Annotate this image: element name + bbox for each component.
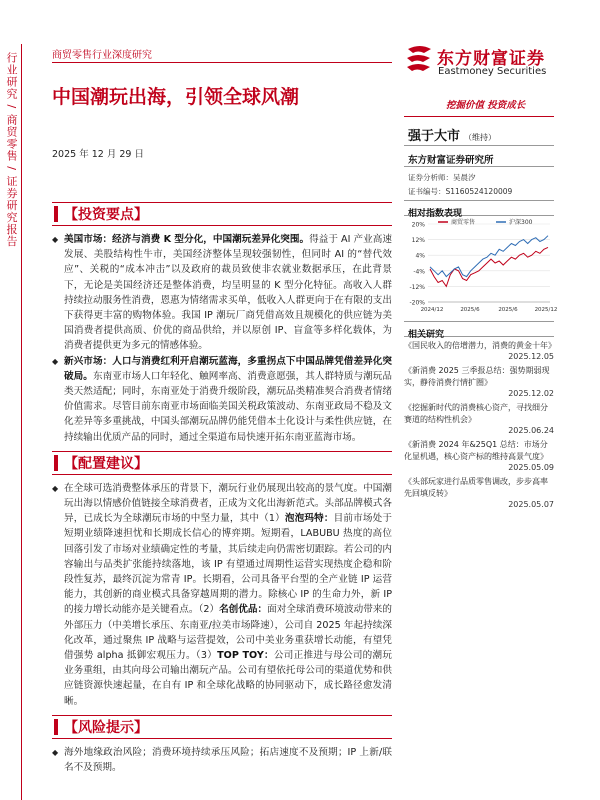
config-title: 【配置建议】 (64, 455, 148, 472)
related-report-date: 2025.12.05 (508, 352, 554, 361)
report-title: 中国潮玩出海，引领全球风潮 (52, 86, 300, 108)
related-report-title[interactable]: 《挖掘新时代的消费核心资产，寻找细分赛道的结构性机会》 (404, 403, 548, 424)
risk-section-header (52, 715, 392, 739)
config-text-3: 面对全球消费环境波动带来的外部压力（中美增长承压、东南亚/拉美市场降速），公司自 2025 年起持续深化改革，通过聚焦 IP 战略与运营提效，公司中美业务重获增长动能，有望凭借强势 alpha 抵御宏观压力。（3） (64, 604, 393, 662)
related-report-date: 2025.05.07 (508, 500, 554, 509)
related-report-date: 2025.12.02 (508, 389, 554, 398)
section-bar (54, 455, 58, 471)
risk-text: 海外地缘政治风险；消费环境持续承压风险；拓店速度不及预期；IP 上新/联名不及预期。 (64, 746, 392, 774)
config-text-4: 公司正推进与母公司的潮玩业务重组，由其向母公司输出潮玩产品。公司有望依托母公司的渠道优势和供应链资源快速起量，在自有 IP 和全球化战略的协同驱动下，成长路径愈发清晰。 (64, 650, 392, 707)
risk-item (52, 745, 392, 775)
y-tick-label: 20% (411, 221, 425, 229)
popmart-lead: 泡泡玛特： (284, 513, 334, 525)
index-chart-header (404, 200, 554, 219)
config-item (52, 481, 392, 709)
series-line-retail (430, 247, 548, 286)
sidebar-divider (21, 44, 22, 800)
sidebar-vertical-label: 行业研究 / 商贸零售 / 证券研究报告 (5, 52, 18, 248)
rating-rule (404, 145, 554, 146)
eastmoney-logo-icon (404, 43, 434, 77)
rating-sub: （维持） (464, 133, 497, 142)
y-tick-label: -20% (409, 299, 425, 307)
related-heading: 相关研究 (408, 330, 445, 340)
config-text-1: 在全球可选消费整体承压的背景下，潮玩行业仍展现出较高的景气度。中国潮玩出海以情感价值链接全球消费者，正成为文化出海新范式。头部品牌模式各异，已成长为全球潮玩市场的中坚力量，其中（1） (64, 482, 392, 525)
related-report-title[interactable]: 《国民收入的倍增潜力，消费的黄金十年》 (404, 341, 556, 350)
related-report-title[interactable]: 《头部玩家进行品质零售调改，步步高率先回填反转》 (404, 477, 548, 498)
legend-label: 沪深300 (509, 219, 533, 226)
main-column (52, 202, 392, 775)
section-bar (54, 719, 58, 735)
config-body (52, 481, 392, 709)
related-report-item[interactable] (404, 439, 554, 472)
rating-label: 强于大市 (408, 129, 461, 144)
legend-label: 商贸零售 (451, 219, 476, 226)
bullet-icon: ◆ (52, 235, 59, 244)
report-date: 2025 年 12 月 29 日 (52, 149, 144, 160)
slogan: 挖掘价值 投资成长 (446, 100, 526, 111)
related-header (404, 321, 554, 340)
institute-rule (404, 166, 554, 167)
bullet-icon: ◆ (52, 483, 59, 493)
bullet-icon: ◆ (52, 747, 59, 757)
emerging-market-lead: 新兴市场：人口与消费红利开启潮玩蓝海，多重拐点下中国品牌凭借差异化突破局。 (64, 355, 392, 382)
toptoy-lead: TOP TOY： (217, 650, 274, 662)
summary-section-header (52, 202, 392, 226)
us-market-lead: 美国市场：经济与消费 K 型分化，中国潮玩差异化突围。 (64, 234, 310, 245)
logo-cn-text: 东方财富证券 (437, 49, 545, 69)
logo-en-text: Eastmoney Securities (438, 66, 547, 77)
right-header-rule (404, 116, 554, 117)
related-report-title[interactable]: 《新消费 2024 年&25Q1 总结：市场分化显机遇，核心资产标的维持高景气度》 (404, 440, 548, 461)
analyst-label: 证券分析师： (408, 173, 453, 182)
y-tick-label: 12% (411, 237, 425, 245)
x-tick-label: 2025/6 (460, 307, 480, 313)
index-chart-heading: 相对指数表现 (408, 209, 463, 219)
config-section-header (52, 451, 392, 475)
related-list (404, 340, 554, 513)
institute-name: 东方财富证券研究所 (408, 155, 494, 166)
us-market-text: 得益于 AI 产业高速发展、美股结构性牛市，美国经济整体呈现较强韧性，但同时 AI 的“替代效应”、关税的“成本冲击”以及政府的裁员致使非农就业数据承压，在此背景下，无论是美国经济还是整体消费，均呈明显的 K 型分化特征。高收入人群持续拉动服务性消费，恩惠为情绪需求买单，低收入人群更向于在有限的支出下获得更丰富的购物体验。我国 IP 潮玩厂商凭借高效且规模化的供应链为美国消费者提供高质、价优的商品供给，并以原创 IP、盲盒等多样化载体，为消费者提供更为多元的情感体验。 (64, 234, 392, 352)
risk-body (52, 745, 392, 775)
y-tick-label: 4% (415, 252, 425, 260)
cert-row (408, 186, 512, 197)
x-tick-label: 2025/12 (534, 307, 558, 313)
summary-item-us (52, 232, 392, 354)
cert-number: S1160524120009 (445, 187, 513, 196)
index-chart (404, 216, 558, 316)
related-report-date: 2025.05.09 (508, 463, 554, 472)
bullet-icon: ◆ (52, 356, 59, 366)
cert-label: 证书编号： (408, 187, 446, 196)
related-report-item[interactable] (404, 365, 554, 398)
related-report-date: 2025.06.24 (508, 426, 554, 435)
analyst-name: 吴晨汐 (453, 173, 476, 182)
risk-title: 【风险提示】 (64, 719, 148, 736)
summary-item-emerging (52, 354, 392, 445)
x-tick-label: 2024/12 (420, 307, 444, 313)
related-report-item[interactable] (404, 340, 554, 361)
header-rule (52, 62, 392, 63)
config-text-2: 目前市场处于短期业绩降速担忧和长期成长信心的博弈期。短期看，LABUBU 热度的高位回落引发了市场对业绩确定性的考量，其后续走向仍需密切跟踪。若公司的内容输出与品类扩张能持续落地，该 IP 有望通过周期性运营实现热度企稳和阶段性复苏，最终沉淀为常青 IP。长期看，公司具备平台型的全产业链 IP 运营能力，其创新的商业模式具备穿越周期的潜力。除核心 IP 的生命力外，新 IP 的接力增长动能亦是关键看点。（2） (64, 513, 393, 616)
y-tick-label: -4% (413, 268, 425, 276)
related-report-title[interactable]: 《新消费 2025 三季报总结：强势期弱现实，静待消费行情扩圈》 (404, 366, 550, 387)
y-tick-label: -12% (409, 283, 425, 291)
analyst-row (408, 172, 476, 183)
related-report-item[interactable] (404, 476, 554, 509)
emerging-market-text: 东南亚市场人口年轻化、触网率高、消费意愿强，其人群特质与潮玩品类天然适配；同时，东南亚处于消费升级阶段，潮玩品类精准契合消费者情绪价值需求。尽管目前东南亚市场面临美国关税政策波动、东南亚政局不稳及文化差异等多重挑战，中国头部潮玩品牌仍能凭借本土化设计与柔性供应链，在持续输出优质产品的同时，通过全渠道布局快速开拓东南亚蓝海市场。 (64, 370, 393, 443)
industry-rating (408, 125, 496, 144)
section-bar (54, 206, 58, 222)
summary-title: 【投资要点】 (64, 207, 148, 223)
x-tick-label: 2025/6 (498, 307, 518, 313)
miniso-lead: 名创优品： (219, 604, 268, 616)
report-category: 商贸零售行业深度研究 (52, 50, 152, 61)
related-report-item[interactable] (404, 402, 554, 435)
